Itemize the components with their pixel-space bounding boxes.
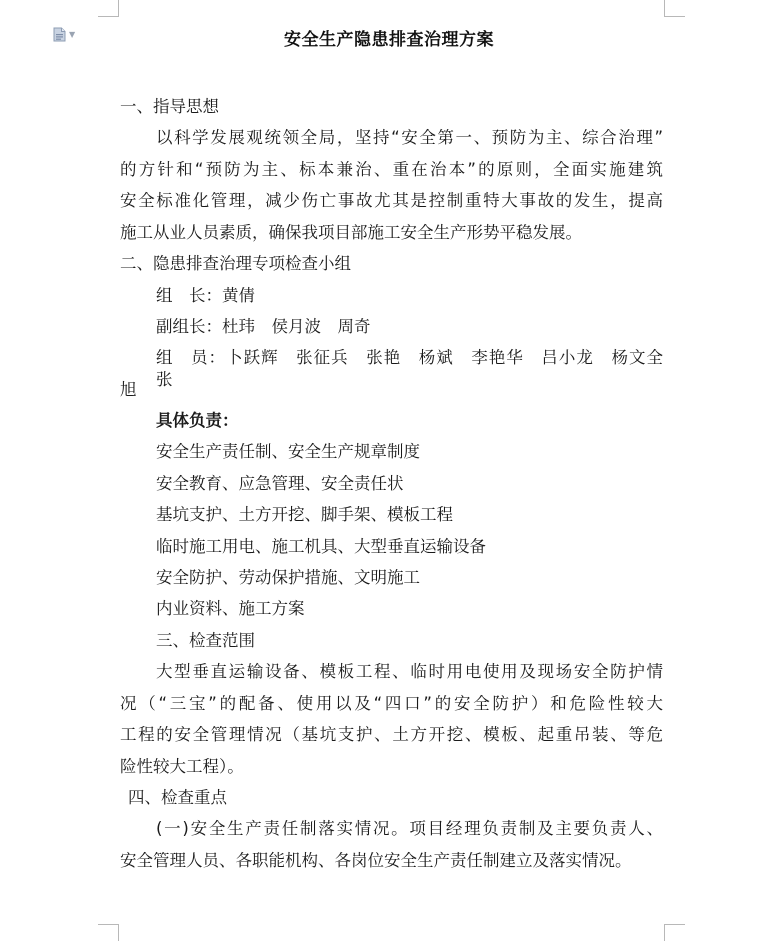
paragraph-line: 的方针和“预防为主、标本兼治、重在治本”的原则，全面实施建筑 [120, 160, 663, 179]
chevron-down-icon: ▼ [69, 29, 76, 39]
heading-inspection-scope: 三、检查范围 [156, 631, 255, 650]
crop-mark-top-right [664, 0, 685, 17]
responsibility-item: 内业资料、施工方案 [156, 599, 305, 618]
paragraph-line: 工程的安全管理情况（基坑支护、土方开挖、模板、起重吊装、等危 [120, 725, 663, 744]
crop-mark-bottom-right [664, 924, 685, 941]
paragraph-line: 险性较大工程）。 [120, 757, 244, 776]
heading-inspection-focus: 四、检查重点 [128, 788, 227, 807]
document-title: 安全生产隐患排查治理方案 [284, 30, 494, 50]
paragraph-line: (一)安全生产责任制落实情况。项目经理负责制及主要负责人、 [156, 819, 663, 838]
group-members-line: 组 员：卜跃辉 张征兵 张艳 杨斌 李艳华 吕小龙 杨文全 张 [156, 348, 680, 389]
paragraph-line: 安全标准化管理，减少伤亡事故尤其是控制重特大事故的发生，提高 [120, 191, 663, 210]
paragraph-line: 大型垂直运输设备、模板工程、临时用电使用及现场安全防护情 [156, 662, 663, 681]
responsibility-item: 安全教育、应急管理、安全责任状 [156, 474, 404, 493]
responsibility-item: 临时施工用电、施工机具、大型垂直运输设备 [156, 537, 486, 556]
responsibility-item: 基坑支护、土方开挖、脚手架、模板工程 [156, 505, 453, 524]
crop-mark-top-left [98, 0, 119, 17]
heading-inspection-group: 二、隐患排查治理专项检查小组 [120, 254, 351, 273]
paragraph-line: 施工从业人员素质，确保我项目部施工安全生产形势平稳发展。 [120, 223, 582, 242]
crop-mark-bottom-left [98, 924, 119, 941]
group-leader-line: 组 长：黄倩 [156, 286, 255, 305]
paragraph-line: 况（“三宝”的配备、使用以及“四口”的安全防护）和危险性较大 [120, 694, 663, 713]
paragraph-line: 以科学发展观统领全局，坚持“安全第一、预防为主、综合治理” [156, 128, 663, 147]
deputy-leader-line: 副组长：杜玮 侯月波 周奇 [156, 317, 371, 336]
responsibility-item: 安全防护、劳动保护措施、文明施工 [156, 568, 420, 587]
responsibility-item: 安全生产责任制、安全生产规章制度 [156, 442, 420, 461]
heading-guiding-ideology: 一、指导思想 [120, 97, 219, 116]
responsibilities-heading: 具体负责： [156, 411, 239, 430]
paragraph-line: 安全管理人员、各职能机构、各岗位安全生产责任制建立及落实情况。 [120, 851, 632, 870]
group-members-line-end: 旭 [120, 380, 137, 399]
